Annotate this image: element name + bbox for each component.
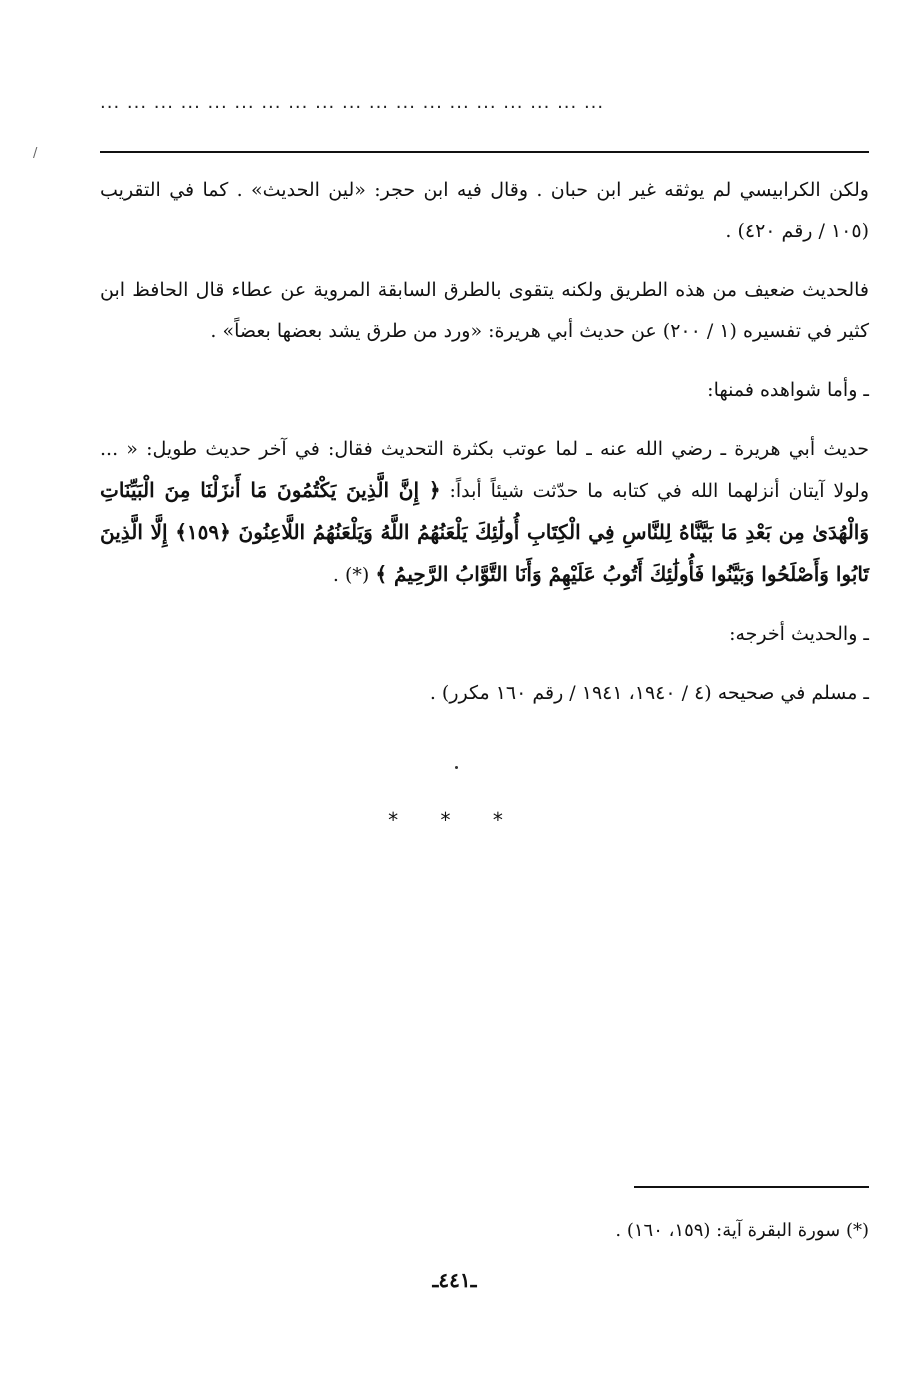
ink-speck <box>455 766 458 769</box>
main-text <box>100 170 869 732</box>
paragraph-karabisi: ولكن الكرابيسي لم يوثقه غير ابن حبان . وقال فيه ابن حجر: «لين الحديث» . كما في التقريب (١٠٥ / رقم ٤٢٠) . <box>100 179 869 242</box>
continuation-dots: ... ... ... ... ... ... ... ... ... ... ... ... ... ... ... ... ... ... ... <box>100 92 605 113</box>
verse-footnote-marker: (*) . <box>332 564 370 586</box>
hadith-quote-start: « ... ولولا آيتان أنزلهما الله في كتابه ما حدّثت شيئاً أبداً: <box>100 438 869 502</box>
takhrij-source: ـ مسلم في صحيحه (٤ / ١٩٤٠، ١٩٤١ / رقم ١٦٠ مكرر) . <box>429 682 869 704</box>
hadith-intro: حديث أبي هريرة ـ رضي الله عنه ـ لما عوتب بكثرة التحديث فقال: في آخر حديث طويل: <box>146 438 869 460</box>
section-separator: * * * <box>388 808 521 832</box>
quran-verse: ﴿ إِنَّ الَّذِينَ يَكْتُمُونَ مَا أَنزَلْنَا مِنَ الْبَيِّنَاتِ وَالْهُدَىٰ مِن بَعْدِ مَا بَيَّنَّاهُ لِلنَّاسِ فِي الْكِتَابِ أُولَٰئِكَ يَلْعَنُهُمُ اللَّهُ وَيَلْعَنُهُمُ اللَّاعِنُونَ ﴿١٥٩﴾ إِلَّا الَّذِينَ تَابُوا وَأَصْلَحُوا وَبَيَّنُوا فَأُولَٰئِكَ أَتُوبُ عَلَيْهِمْ وَأَنَا التَّوَّابُ الرَّحِيمُ ﴾ <box>100 478 870 586</box>
takhrij-heading: ـ والحديث أخرجه: <box>729 623 869 645</box>
top-divider <box>100 151 869 153</box>
paragraph-hadith <box>100 429 869 596</box>
stray-mark: / <box>33 146 38 161</box>
paragraph-witnesses-heading: ـ وأما شواهده فمنها: <box>707 379 869 401</box>
paragraph-ruling: فالحديث ضعيف من هذه الطريق ولكنه يتقوى بالطرق السابقة المروية عن عطاء قال الحافظ ابن كثير في تفسيره (١ / ٢٠٠) عن حديث أبي هريرة: «ورد من طرق يشد بعضها بعضاً» . <box>100 279 869 342</box>
page-number: ـ٤٤١ـ <box>432 1268 477 1292</box>
footnote: (*) سورة البقرة آية: (١٥٩، ١٦٠) . <box>615 1220 869 1241</box>
footnote-divider <box>634 1186 869 1188</box>
